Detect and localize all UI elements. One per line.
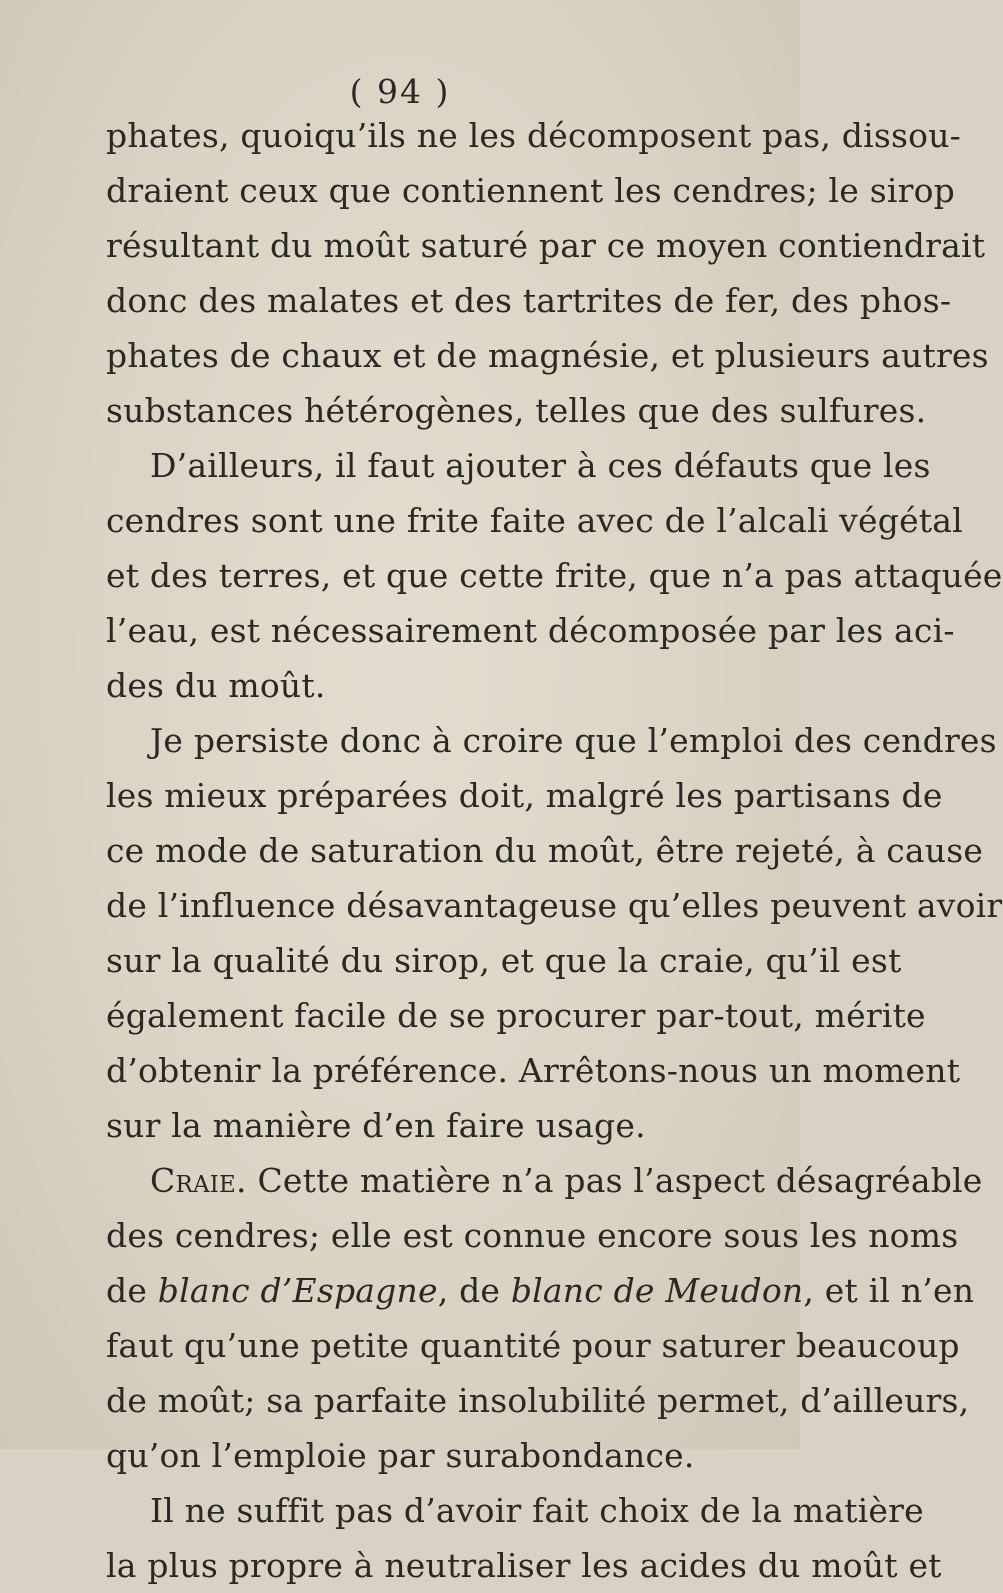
text-line [106,1263,975,1318]
text-run: de [106,1271,158,1310]
text-run: , et il n’en [803,1271,975,1310]
text-line: de l’influence désavantageuse qu’elles peuvent avoir [106,886,1003,925]
text-line: phates, quoiqu’ils ne les décomposent pas, dissou- [106,116,962,155]
text-line: l’eau, est nécessairement décomposée par les aci- [106,611,955,650]
text-line: cendres sont une frite faite avec de l’alcali végétal [106,501,963,540]
section-heading-craie: Craie. [150,1161,247,1200]
text-line: sur la qualité du sirop, et que la craie, qu’il est [106,941,902,980]
text-line: substances hétérogènes, telles que des sulfures. [106,391,927,430]
text-line: qu’on l’emploie par surabondance. [106,1436,695,1475]
paragraph-start-line: Il ne suffit pas d’avoir fait choix de la matière [150,1491,924,1530]
italic-name: blanc de Meudon [510,1271,804,1310]
text-line: également facile de se procurer par-tout, mérite [106,996,926,1035]
text-run: , de [437,1271,511,1310]
text-line: draient ceux que contiennent les cendres; le sirop [106,171,955,210]
page-number: ( 94 ) [349,72,451,111]
text-line: d’obtenir la préférence. Arrêtons-nous un moment [106,1051,961,1090]
text-line: les mieux préparées doit, malgré les partisans de [106,776,943,815]
text-line: faut qu’une petite quantité pour saturer beaucoup [106,1326,960,1365]
text-run: Cette matière n’a pas l’aspect désagréable [246,1161,983,1200]
body-text [106,108,1003,1593]
text-line: de moût; sa parfaite insolubilité permet, d’ailleurs, [106,1381,970,1420]
text-line: des cendres; elle est connue encore sous les noms [106,1216,959,1255]
text-line: phates de chaux et de magnésie, et plusieurs autres [106,336,989,375]
section-start-line [106,1153,983,1208]
text-line: résultant du moût saturé par ce moyen contiendrait [106,226,986,265]
text-line: sur la manière d’en faire usage. [106,1106,646,1145]
text-line: des du moût. [106,666,326,705]
text-line: la plus propre à neutraliser les acides du moût et [106,1546,942,1585]
paragraph-start-line: Je persiste donc à croire que l’emploi des cendres [150,721,997,760]
paragraph-start-line: D’ailleurs, il faut ajouter à ces défauts que les [150,446,931,485]
text-line: donc des malates et des tartrites de fer, des phos- [106,281,952,320]
text-line: et des terres, et que cette frite, que n’a pas attaquée [106,556,1003,595]
italic-name: blanc d’Espagne [157,1271,438,1310]
text-line: ce mode de saturation du moût, être rejeté, à cause [106,831,984,870]
